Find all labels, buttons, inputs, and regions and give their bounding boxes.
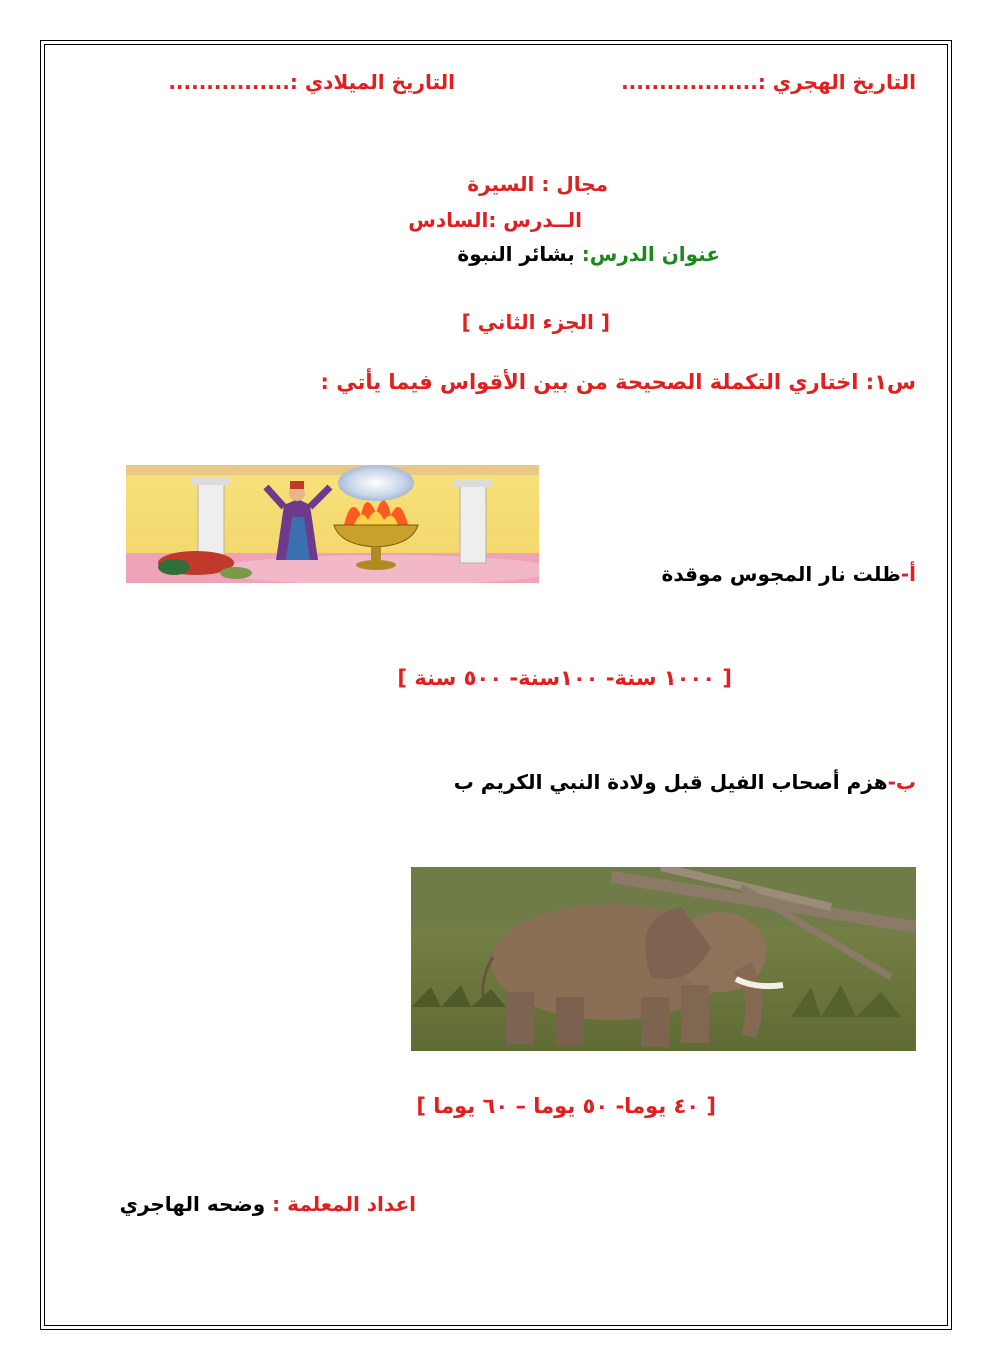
item-a-text: ظلت نار المجوس موقدة xyxy=(661,562,901,586)
hijri-date-dots: .................. xyxy=(621,70,758,94)
lesson-title-label: عنوان الدرس: xyxy=(581,242,720,266)
fire-temple-illustration xyxy=(126,465,539,583)
teacher-credit xyxy=(120,1192,416,1216)
question-item-a xyxy=(662,562,916,586)
domain-title: مجال : السيرة xyxy=(467,172,608,196)
teacher-credit-label: اعداد المعلمة : xyxy=(272,1192,416,1216)
hijri-date-label: التاريخ الهجري : xyxy=(757,70,916,94)
item-a-letter: أ- xyxy=(900,562,916,586)
question-heading: س١: اختاري التكملة الصحيحة من بين الأقواس فيما يأتي : xyxy=(320,370,916,394)
lesson-title-value: بشائر النبوة xyxy=(457,242,582,266)
item-b-options: [ ٤٠ يوما- ٥٠ يوما – ٦٠ يوما ] xyxy=(416,1094,716,1118)
teacher-name: وضحه الهاجري xyxy=(119,1192,273,1216)
item-b-letter: ب- xyxy=(887,770,916,794)
gregorian-date xyxy=(168,70,455,94)
question-item-b xyxy=(454,770,916,794)
item-b-text: هزم أصحاب الفيل قبل ولادة النبي الكريم ب xyxy=(453,770,888,794)
gregorian-date-dots: ................ xyxy=(168,70,290,94)
elephant-image xyxy=(411,867,916,1051)
part-label: [ الجزء الثاني ] xyxy=(461,310,610,334)
item-a-options: [ ١٠٠٠ سنة- ١٠٠سنة- ٥٠٠ سنة ] xyxy=(397,666,732,690)
hijri-date xyxy=(621,70,916,94)
elephant-photo xyxy=(411,867,916,1051)
fire-temple-image xyxy=(126,465,539,583)
lesson-title xyxy=(457,242,720,266)
gregorian-date-label: التاريخ الميلادي : xyxy=(289,70,455,94)
lesson-number: الــدرس :السادس xyxy=(408,208,582,232)
